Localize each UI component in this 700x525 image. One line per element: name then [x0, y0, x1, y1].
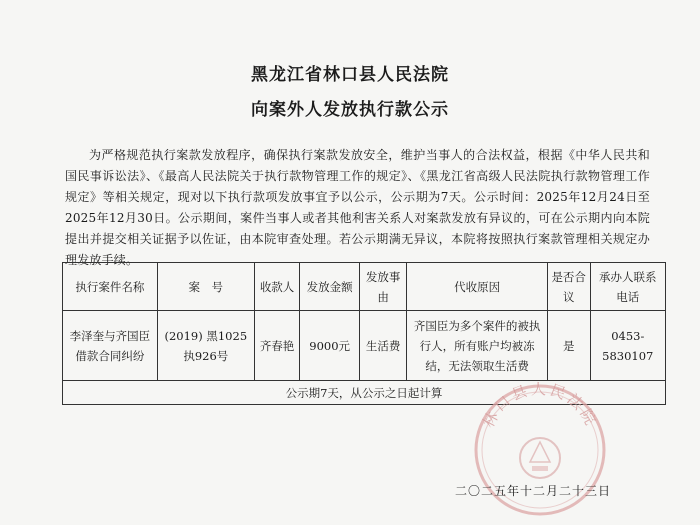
seal-emblem-icon: [520, 438, 560, 478]
cell-agreed: 是: [547, 311, 590, 381]
header-reason: 代收原因: [407, 263, 548, 311]
header-phone: 承办人联系电话: [590, 263, 665, 311]
table-row: [63, 311, 666, 381]
header-purpose: 发放事由: [360, 263, 407, 311]
body-paragraph: 为严格规范执行案款发放程序，确保执行案款发放安全，维护当事人的合法权益，根据《中华人民共和国民事诉讼法》、《最高人民法院关于执行款物管理工作的规定》、《黑龙江省高级人民法院执行款物管理工作规定》等相关规定，现对以下执行款项发放事宜予以公示，公示期为7天。公示时间：2025年12月24日至2025年12月30日。公示期间，案件当事人或者其他利害关系人对案款发放有异议的，可在公示期内向本院提出并提交相关证据予以佐证，由本院审查处理。若公示期满无异议，本院将按照执行案款管理相关规定办理发放手续。: [65, 148, 650, 267]
header-case-name: 执行案件名称: [63, 263, 158, 311]
cell-reason: 齐国臣为多个案件的被执行人，所有账户均被冻结，无法领取生活费: [407, 311, 548, 381]
svg-text:林口县人民法院: [479, 380, 601, 430]
court-seal: [470, 380, 610, 520]
notice-body: [65, 145, 650, 271]
table-header-row: [63, 263, 666, 311]
header-case-no: 案 号: [157, 263, 254, 311]
notice-subtitle: 向案外人发放执行款公示: [251, 100, 449, 120]
cell-case-no: (2019) 黑1025执926号: [157, 311, 254, 381]
seal-text: 林口县人民法院: [479, 380, 601, 431]
header-agreed: 是否合议: [547, 263, 590, 311]
cell-purpose: 生活费: [360, 311, 407, 381]
cell-phone: 0453-5830107: [590, 311, 665, 381]
cell-amount: 9000元: [300, 311, 360, 381]
notice-date: 二〇二五年十二月二十三日: [455, 484, 612, 498]
header-amount: 发放金额: [300, 263, 360, 311]
header-payee: 收款人: [254, 263, 299, 311]
cell-footer-note: 公示期7天，从公示之日起计算: [63, 381, 666, 405]
court-title: 黑龙江省林口县人民法院: [251, 65, 449, 85]
cell-case-name: 李泽奎与齐国臣借款合同纠纷: [63, 311, 158, 381]
cell-payee: 齐春艳: [254, 311, 299, 381]
